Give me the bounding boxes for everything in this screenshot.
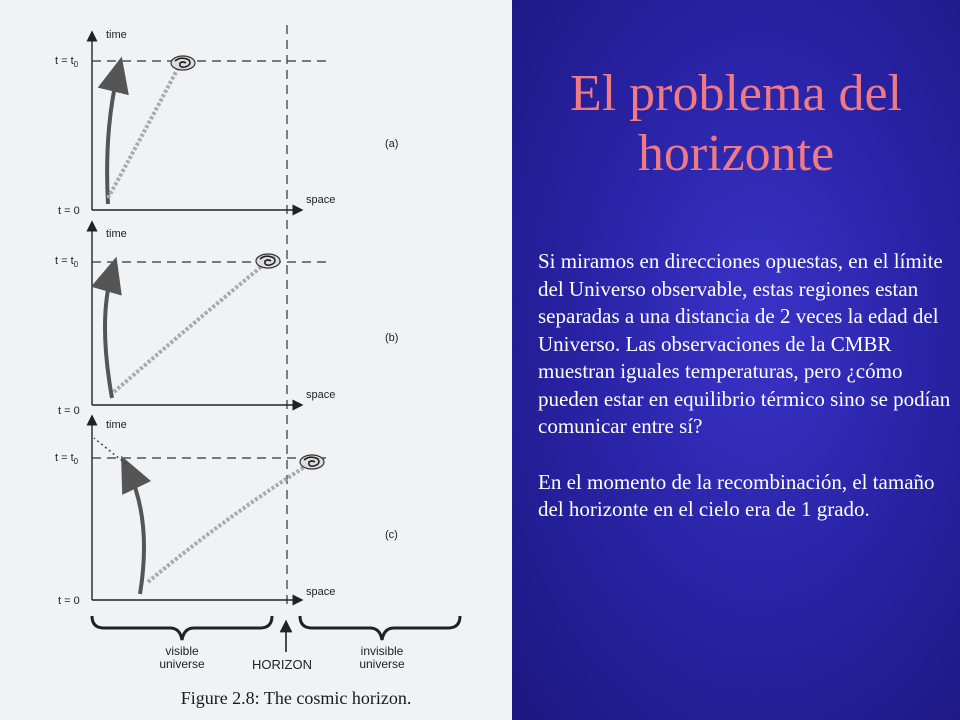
invisible-label-line1: invisible	[360, 644, 404, 658]
panel-b-t0-label: $t = t_0$	[55, 255, 79, 269]
panel-c-t0-label: $t = t_0$	[55, 452, 79, 466]
horizon-label: HORIZON	[252, 657, 312, 672]
invisible-universe-brace	[300, 616, 460, 640]
title-line-2: horizonte	[637, 125, 835, 182]
panel-c-top-label: t = 0	[58, 405, 80, 417]
visible-label-line1: visible	[165, 644, 199, 658]
paragraph-2: En el momento de la recombinación, el tamaño del horizonte en el cielo era de 1 grado.	[538, 469, 935, 521]
title-line-1: El problema del	[569, 65, 903, 122]
panel-b-galaxy-icon	[256, 254, 280, 268]
visible-label-line2: universe	[159, 657, 205, 671]
figure-caption: Figure 2.8: The cosmic horizon.	[180, 688, 412, 708]
panel-c-worldline-us	[128, 470, 144, 594]
panel-b-light-ray	[114, 266, 262, 392]
panel-c-origin-label: t = 0	[58, 595, 80, 607]
panel-c-past-ray	[94, 438, 126, 464]
paragraph-1: Si miramos en direcciones opuestas, en el límite del Universo observable, estas regiones estan separadas a una distancia de 2 veces la edad del Universo. Las observaciones de la CMBR muestran iguales temperaturas, pero ¿cómo pueden estar en equilibrio térmico sino se podían comunicar entre sí?	[538, 249, 951, 438]
panel-a-space-label: space	[306, 194, 336, 206]
panel-c-space-label: space	[306, 586, 336, 598]
panel-a-tag: (a)	[385, 138, 399, 150]
panel-b-worldline-us	[105, 272, 112, 398]
panel-a-galaxy-icon	[171, 56, 195, 70]
invisible-label-line2: universe	[359, 657, 405, 671]
panel-c-galaxy-icon	[300, 455, 324, 469]
panel-a-time-label: time	[106, 29, 127, 41]
panel-b-space-label: space	[306, 389, 336, 401]
visible-universe-brace	[92, 616, 272, 640]
panel-c-light-ray	[148, 466, 306, 582]
panel-c-tag: (c)	[385, 529, 398, 541]
panel-a-light-ray	[108, 68, 178, 198]
panel-a-origin-label: t = 0	[58, 205, 80, 217]
panel-a	[55, 29, 398, 217]
panel-a-t0-label: $t = t_0$	[55, 55, 79, 69]
panel-c-time-label: time	[106, 419, 127, 431]
panel-b-time-label: time	[106, 228, 127, 240]
panel-b-tag: (b)	[385, 332, 399, 344]
text-panel	[512, 0, 960, 720]
slide-title	[512, 64, 960, 184]
slide-body	[538, 248, 958, 552]
panel-c	[55, 405, 398, 607]
panel-b	[55, 226, 398, 405]
